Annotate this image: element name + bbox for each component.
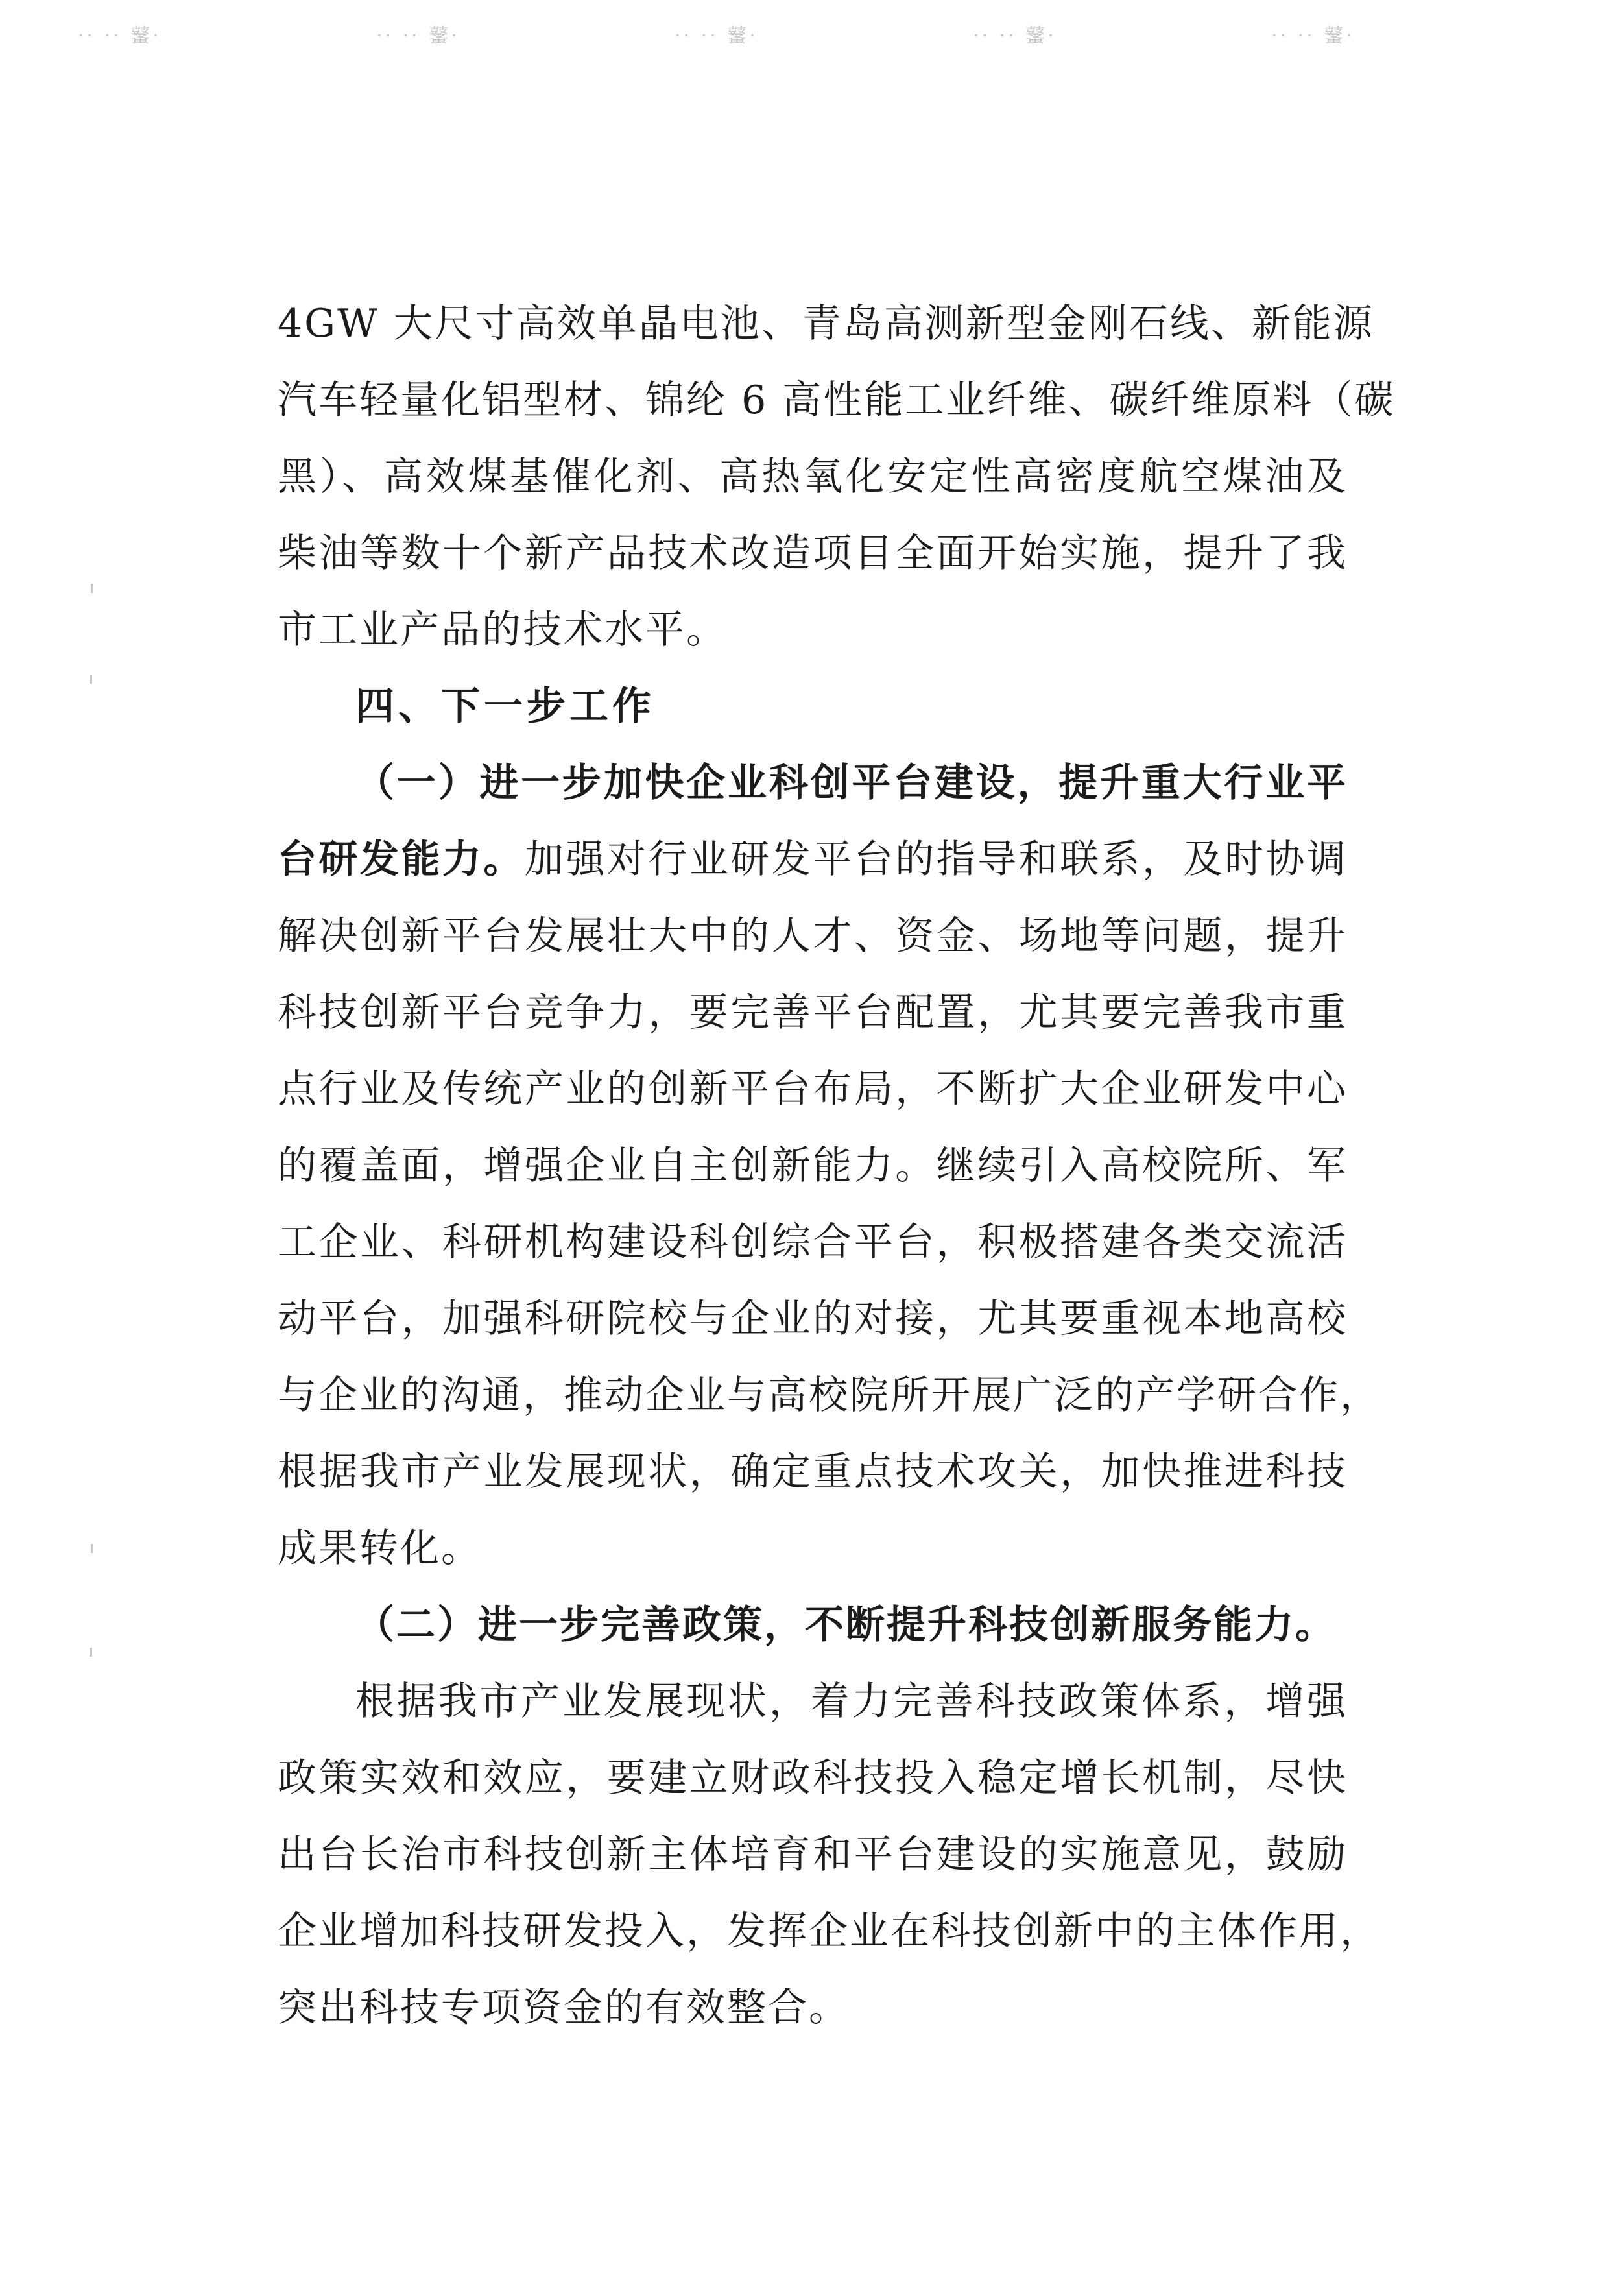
scan-mark: ·· ·· 鼜· [1271,25,1355,47]
scan-mark: ·· ·· 鼜· [973,25,1057,47]
scan-speck [90,1648,92,1657]
item-one-paragraph [278,745,1381,1587]
text-line: 政策实效和效应，要建立财政科技投入稳定增长机制，尽快 [278,1755,1348,1801]
text-line: 汽车轻量化铝型材、锦纶 6 高性能工业纤维、碳纤维原料（碳 [278,378,1396,423]
text-line: 点行业及传统产业的创新平台布局，不断扩大企业研发中心 [278,1066,1348,1112]
text-line: 根据我市产业发展现状，确定重点技术攻关，加快推进科技 [278,1449,1348,1495]
text-line: 工企业、科研机构建设科创综合平台，积极搭建各类交流活 [278,1220,1348,1265]
text-line: 根据我市产业发展现状，着力完善科技政策体系，增强 [355,1679,1348,1724]
item-one-title-end: 台研发能力。 [278,837,525,882]
text-line: 出台长治市科技创新主体培育和平台建设的实施意见，鼓励 [278,1832,1348,1877]
document-body [278,285,1396,2046]
scan-speck [91,1544,93,1553]
scan-speck [90,675,92,684]
item-two-title: （二）进一步完善政策，不断提升科技创新服务能力。 [355,1602,1336,1648]
text-line: 市工业产品的技术水平。 [278,607,727,653]
text-line [278,745,1348,821]
text-run: 加强对行业研发平台的指导和联系，及时协调 [524,837,1348,882]
scan-mark: ·· ·· 鼜· [675,25,758,47]
scan-speck [91,584,93,593]
text-line: 解决创新平台发展壮大中的人才、资金、场地等问题，提升 [278,913,1348,959]
scan-header-artifacts [0,19,1624,52]
scan-mark: ·· ·· 鼜· [78,25,161,47]
text-line: 的覆盖面，增强企业自主创新能力。继续引入高校院所、军 [278,1143,1348,1188]
text-line: 动平台，加强科研院校与企业的对接，尤其要重视本地高校 [278,1296,1348,1342]
text-line: 科技创新平台竞争力，要完善平台配置，尤其要完善我市重 [278,990,1348,1035]
scan-mark: ·· ·· 鼜· [376,25,460,47]
section-heading: 四、下一步工作 [355,684,655,729]
item-two-heading-paragraph [278,1587,1348,1663]
text-line: 企业增加科技研发投入，发挥企业在科技创新中的主体作用， [278,1908,1381,1954]
text-line: 成果转化。 [278,1526,482,1571]
item-one-title: （一）进一步加快企业科创平台建设，提升重大行业平 [355,760,1348,806]
text-line [278,821,1348,898]
item-two-body [278,1663,1381,2046]
text-line: 柴油等数十个新产品技术改造项目全面开始实施，提升了我 [278,531,1348,576]
text-line: 与企业的沟通，推动企业与高校院所开展广泛的产学研合作， [278,1373,1381,1418]
text-line: 黑）、高效煤基催化剂、高热氧化安定性高密度航空煤油及 [278,454,1348,499]
text-line: 4GW 大尺寸高效单晶电池、青岛高测新型金刚石线、新能源 [278,301,1374,346]
text-line: 突出科技专项资金的有效整合。 [278,1985,850,2030]
paragraph-continuation [278,285,1396,668]
